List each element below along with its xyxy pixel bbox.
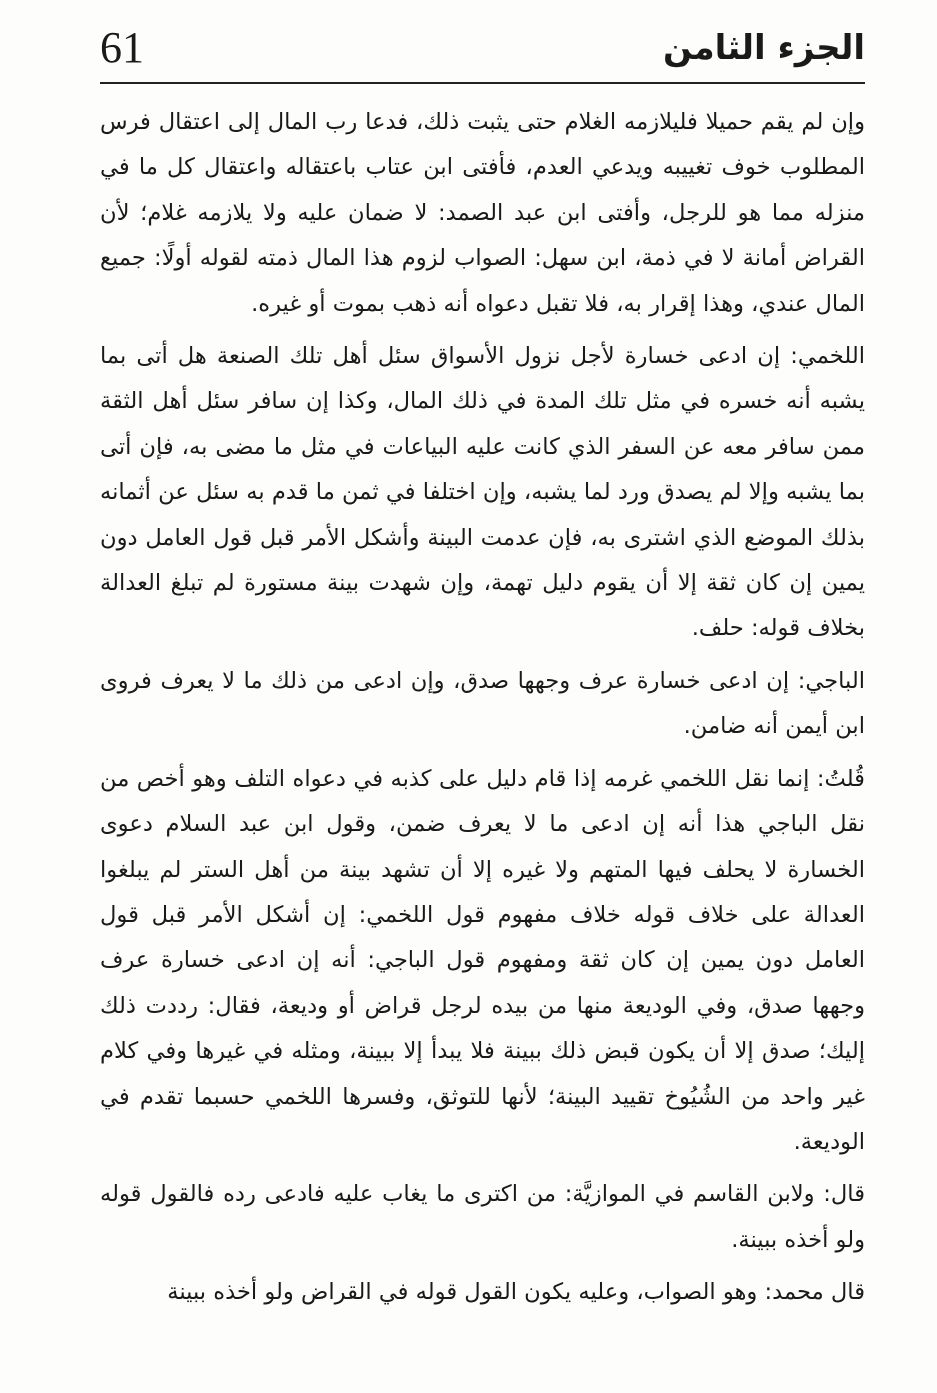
page-body xyxy=(100,100,865,1323)
paragraph: قال محمد: وهو الصواب، وعليه يكون القول قوله في القراض ولو أخذه ببينة xyxy=(167,1279,865,1306)
paragraph: الباجي: إن ادعى خسارة عرف وجهها صدق، وإن ادعى من ذلك ما لا يعرف فروى ابن أيمن أنه ضامن. xyxy=(100,667,865,740)
header-rule xyxy=(100,82,865,84)
paragraph: قُلتُ: إنما نقل اللخمي غرمه إذا قام دليل على كذبه في دعواه التلف وهو أخص من نقل الباجي هذا أنه إن ادعى ما لا يعرف ضمن، وقول ابن عبد السلام دعوى الخسارة لا يحلف فيها المتهم ولا غيره إلا أن تشهد بينة من أهل الستر لم يبلغوا العدالة على خلاف قوله خلاف مفهوم قول اللخمي: إن أشكل الأمر قبل قول العامل دون يمين إن كان ثقة ومفهوم قول الباجي: أنه إن ادعى خسارة عرف وجهها صدق، وفي الوديعة منها من بيده لرجل قراض أو وديعة، فقال: رددت ذلك إليك؛ صدق إلا أن يكون قبض ذلك ببينة فلا يبدأ إلا ببينة، ومثله في غيرها وفي كلام غير واحد من الشُيُوخ تقييد البينة؛ لأنها للتوثق، وفسرها اللخمي حسبما تقدم في الوديعة. xyxy=(100,765,865,1155)
page-number: 61 xyxy=(100,23,144,72)
paragraph: وإن لم يقم حميلا فليلازمه الغلام حتى يثبت ذلك، فدعا رب المال إلى اعتقال فرس المطلوب خوف تغييبه ويدعي العدم، فأفتى ابن عتاب باعتقاله واعتقال كل ما في منزله مما هو للرجل، وأفتى ابن عبد الصمد: لا ضمان عليه ولا يلازمه غلام؛ لأن القراض أمانة لا في ذمة، ابن سهل: الصواب لزوم هذا المال ذمته لقوله أولًا: جميع المال عندي، وهذا إقرار به، فلا تقبل دعواه أنه ذهب بموت أو غيره. xyxy=(100,109,865,317)
paragraph: قال: ولابن القاسم في الموازيَّة: من اكترى ما يغاب عليه فادعى رده فالقول قوله ولو أخذه ببينة. xyxy=(100,1181,865,1253)
paragraph: اللخمي: إن ادعى خسارة لأجل نزول الأسواق سئل أهل تلك الصنعة هل أتى بما يشبه أنه خسره في مثل تلك المدة في ذلك المال، وكذا إن سافر سئل أهل الثقة ممن سافر معه عن السفر الذي كانت عليه البياعات في مثل ما مضى به، فإن أتى بما يشبه وإلا لم يصدق ورد لما يشبه، وإن اختلفا في ثمن ما قدم به سئل عن أثمانه بذلك الموضع الذي اشترى به، فإن عدمت البينة وأشكل الأمر قبل قول العامل دون يمين إن كان ثقة إلا أن يقوم دليل تهمة، وإن شهدت بينة مستورة لم تبلغ العدالة بخلاف قوله: حلف. xyxy=(100,343,865,642)
running-title: الجزء الثامن xyxy=(662,28,865,68)
page-header xyxy=(100,20,865,82)
